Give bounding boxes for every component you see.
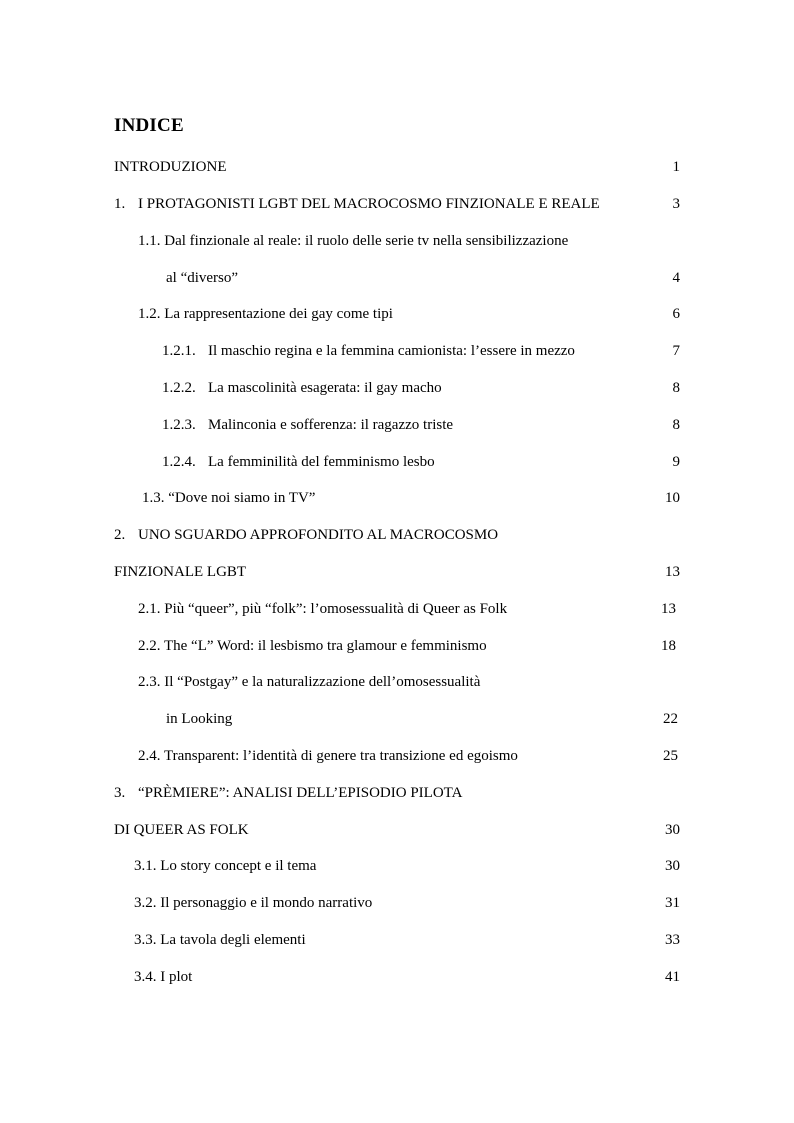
toc-chapter-number: 2. [114, 527, 126, 543]
toc-page-number: 3 [672, 196, 680, 212]
toc-entry-2-3-continued [166, 708, 678, 730]
toc-entry-3-4 [134, 966, 680, 988]
toc-entry-title: La mascolinità esagerata: il gay macho [208, 380, 442, 396]
toc-page-number: 8 [672, 417, 680, 433]
toc-entry-title: al “diverso” [166, 270, 239, 286]
toc-page-number: 6 [672, 306, 680, 322]
toc-entry-chapter-3-continued [114, 819, 680, 841]
toc-entry-title: 1.1. Dal finzionale al reale: il ruolo delle serie tv nella sensibilizzazione [138, 233, 569, 249]
toc-entry-title: La femminilità del femminismo lesbo [208, 454, 435, 470]
toc-entry-title: Malinconia e sofferenza: il ragazzo triste [208, 417, 454, 433]
toc-page-number: 4 [672, 270, 680, 286]
toc-entry-title: 3.2. Il personaggio e il mondo narrativo [134, 895, 373, 911]
toc-entry-title: UNO SGUARDO APPROFONDITO AL MACROCOSMO [138, 527, 499, 543]
toc-entry-title: 2.2. The “L” Word: il lesbismo tra glamour e femminismo [138, 638, 487, 654]
toc-page-number: 7 [672, 343, 680, 359]
toc-entry-title: Il maschio regina e la femmina camionista: l’essere in mezzo [208, 343, 575, 359]
toc-chapter-number: 3. [114, 785, 126, 801]
toc-entry-title: I PROTAGONISTI LGBT DEL MACROCOSMO FINZIONALE E REALE [138, 196, 600, 212]
toc-entry-title: INTRODUZIONE [114, 159, 227, 175]
toc-entry-title: in Looking [166, 711, 233, 727]
toc-page-number: 13 [665, 564, 680, 580]
toc-page-number: 22 [663, 711, 678, 727]
toc-entry-3-3 [134, 929, 680, 951]
toc-entry-1-1 [138, 230, 680, 252]
toc-page-number: 1 [672, 159, 680, 175]
toc-page-number: 18 [661, 638, 676, 654]
toc-entry-title: 3.3. La tavola degli elementi [134, 932, 306, 948]
toc-entry-chapter-2-continued [114, 561, 680, 583]
toc-entry-title: 1.3. “Dove noi siamo in TV” [142, 490, 316, 506]
toc-page-number: 31 [665, 895, 680, 911]
toc-section-number: 1.2.1. [162, 343, 196, 359]
toc-entry-title: FINZIONALE LGBT [114, 564, 247, 580]
toc-page-number: 13 [661, 601, 676, 617]
toc-entry-chapter-1 [114, 193, 680, 215]
toc-page-number: 30 [665, 822, 680, 838]
toc-entry-2-1 [138, 598, 676, 620]
toc-entry-1-3 [142, 487, 680, 509]
toc-entry-title: 1.2. La rappresentazione dei gay come tipi [138, 306, 393, 322]
toc-entry-title: “PRÈMIERE”: ANALISI DELL’EPISODIO PILOTA [138, 785, 463, 801]
toc-entry-3-2 [134, 892, 680, 914]
toc-page-number: 41 [665, 969, 680, 985]
toc-page-number: 30 [665, 858, 680, 874]
toc-entry-3-1 [134, 855, 680, 877]
toc-entry-2-3 [138, 671, 676, 693]
toc-page-number: 10 [665, 490, 680, 506]
toc-entry-introduzione [114, 156, 680, 178]
toc-entry-chapter-2 [114, 524, 680, 546]
toc-entry-title: 3.1. Lo story concept e il tema [134, 858, 317, 874]
toc-entry-1-2-3 [162, 414, 680, 436]
toc-entry-title: DI QUEER AS FOLK [114, 822, 249, 838]
toc-section-number: 1.2.3. [162, 417, 196, 433]
toc-entry-1-2 [138, 303, 680, 325]
page-title: INDICE [114, 115, 184, 136]
toc-page-number: 9 [672, 454, 680, 470]
toc-entry-2-4 [138, 745, 678, 767]
toc-page-number: 25 [663, 748, 678, 764]
toc-page-number: 33 [665, 932, 680, 948]
toc-entry-1-2-1 [162, 340, 680, 362]
toc-entry-title: 2.1. Più “queer”, più “folk”: l’omosessualità di Queer as Folk [138, 601, 508, 617]
toc-chapter-number: 1. [114, 196, 126, 212]
toc-entry-title: 3.4. I plot [134, 969, 193, 985]
toc-entry-2-2 [138, 635, 676, 657]
toc-section-number: 1.2.2. [162, 380, 196, 396]
toc-entry-title: 2.4. Transparent: l’identità di genere tra transizione ed egoismo [138, 748, 518, 764]
toc-entry-1-2-2 [162, 377, 680, 399]
toc-entry-1-1-continued [166, 267, 680, 289]
toc-page-number: 8 [672, 380, 680, 396]
toc-entry-title: 2.3. Il “Postgay” e la naturalizzazione dell’omosessualità [138, 674, 481, 690]
toc-entry-chapter-3 [114, 782, 680, 804]
toc-section-number: 1.2.4. [162, 454, 196, 470]
toc-entry-1-2-4 [162, 451, 680, 473]
